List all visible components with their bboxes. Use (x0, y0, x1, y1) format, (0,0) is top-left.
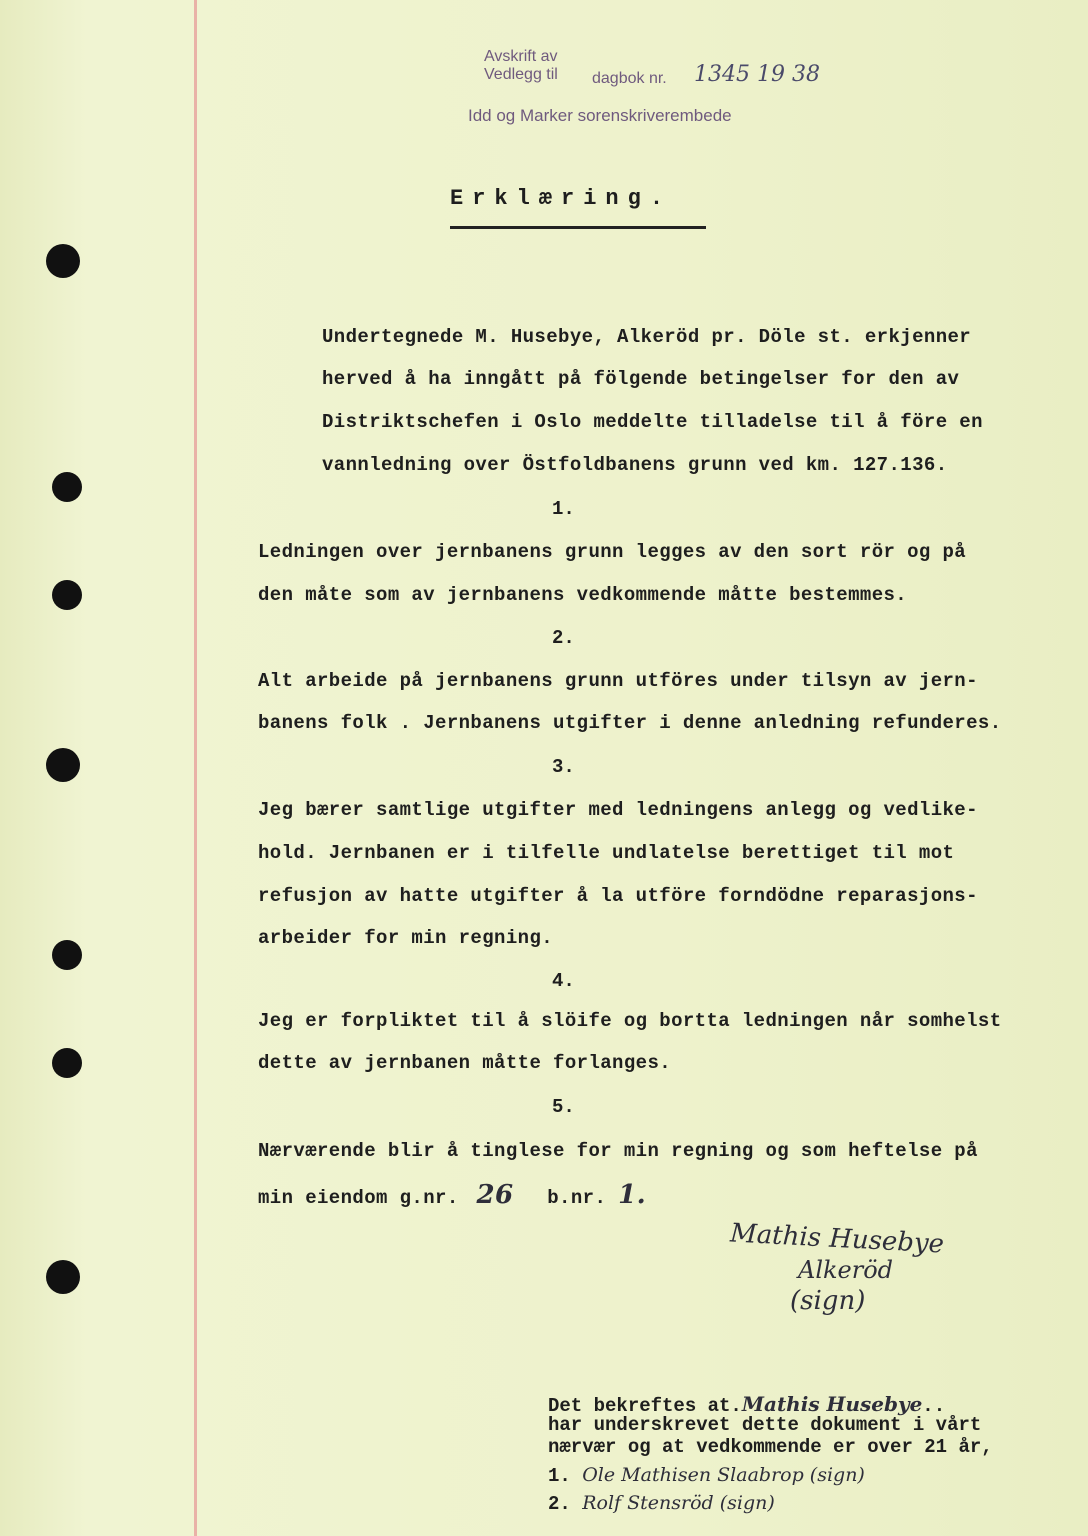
section-line: arbeider for min regning. (258, 927, 554, 949)
margin-line (194, 0, 197, 1536)
section-line: banens folk . Jernbanens utgifter i denne anledning refunderes. (258, 712, 1002, 734)
section-line: Nærværende blir å tinglese for min regning og som heftelse på (258, 1140, 978, 1162)
punch-hole (52, 472, 82, 502)
witness-1 (548, 1464, 865, 1487)
witness-2 (548, 1492, 775, 1515)
property-bnr-label: b.nr. (547, 1187, 607, 1209)
certification-line-2: har underskrevet dette dokument i vårt (548, 1414, 982, 1436)
section-number: 2. (552, 627, 575, 649)
section-number: 5. (552, 1096, 575, 1118)
stamp-office: Idd og Marker sorenskriverembede (468, 106, 732, 125)
punch-hole (52, 1048, 82, 1078)
property-prefix: min eiendom g.nr. (258, 1187, 459, 1209)
punch-hole (52, 580, 82, 610)
punch-hole (46, 1260, 80, 1294)
punch-hole (46, 748, 80, 782)
section-line: Jeg er forpliktet til å slöife og bortta ledningen når somhelst (258, 1010, 1002, 1032)
cert-suffix: .. (922, 1395, 946, 1417)
stamp-dagbok: dagbok nr. (592, 70, 667, 87)
cert-prefix: Det bekreftes at. (548, 1395, 742, 1417)
signature-name: Mathis Husebye (729, 1218, 945, 1260)
intro-line: herved å ha inngått på fölgende betingelser for den av (322, 368, 960, 390)
witness-number: 2. (548, 1493, 571, 1515)
document-title: Erklæring. (450, 186, 673, 211)
section-line: den måte som av jernbanens vedkommende måtte bestemmes. (258, 584, 908, 606)
property-bnr: 1. (618, 1180, 647, 1210)
stamp-number: 1345 19 38 (694, 62, 820, 87)
punch-hole (52, 940, 82, 970)
section-line: hold. Jernbanen er i tilfelle undlatelse berettiget til mot (258, 842, 955, 864)
section-line: Jeg bærer samtlige utgifter med ledningens anlegg og vedlike- (258, 799, 978, 821)
section-line: Alt arbeide på jernbanens grunn utföres under tilsyn av jern- (258, 670, 978, 692)
certification-line-3: nærvær og at vedkommende er over 21 år, (548, 1436, 993, 1458)
section-line: refusjon av hatte utgifter å la utföre forndödne reparasjons- (258, 885, 978, 907)
witness-number: 1. (548, 1465, 571, 1487)
stamp-line-2: Vedlegg til (484, 66, 558, 83)
signature-sign: (sign) (790, 1286, 866, 1316)
section-number: 4. (552, 970, 575, 992)
title-underline (450, 226, 706, 229)
intro-line: Distriktschefen i Oslo meddelte tilladelse til å före en (322, 411, 983, 433)
cert-name: Mathis Husebye (741, 1392, 923, 1416)
witness-name: Rolf Stensröd (sign) (582, 1492, 775, 1514)
witness-name: Ole Mathisen Slaabrop (sign) (582, 1464, 865, 1486)
punch-hole (46, 244, 80, 278)
stamp-line-1: Avskrift av (484, 48, 558, 65)
property-line (258, 1180, 646, 1210)
section-number: 1. (552, 498, 575, 520)
section-line: Ledningen over jernbanens grunn legges av den sort rör og på (258, 541, 967, 563)
intro-line: Undertegnede M. Husebye, Alkeröd pr. Döle st. erkjenner (322, 326, 972, 348)
intro-line: vannledning over Östfoldbanens grunn ved km. 127.136. (322, 454, 948, 476)
signature-place: Alkeröd (798, 1256, 894, 1284)
section-number: 3. (552, 756, 575, 778)
section-line: dette av jernbanen måtte forlanges. (258, 1052, 672, 1074)
property-gnr: 26 (476, 1180, 514, 1210)
